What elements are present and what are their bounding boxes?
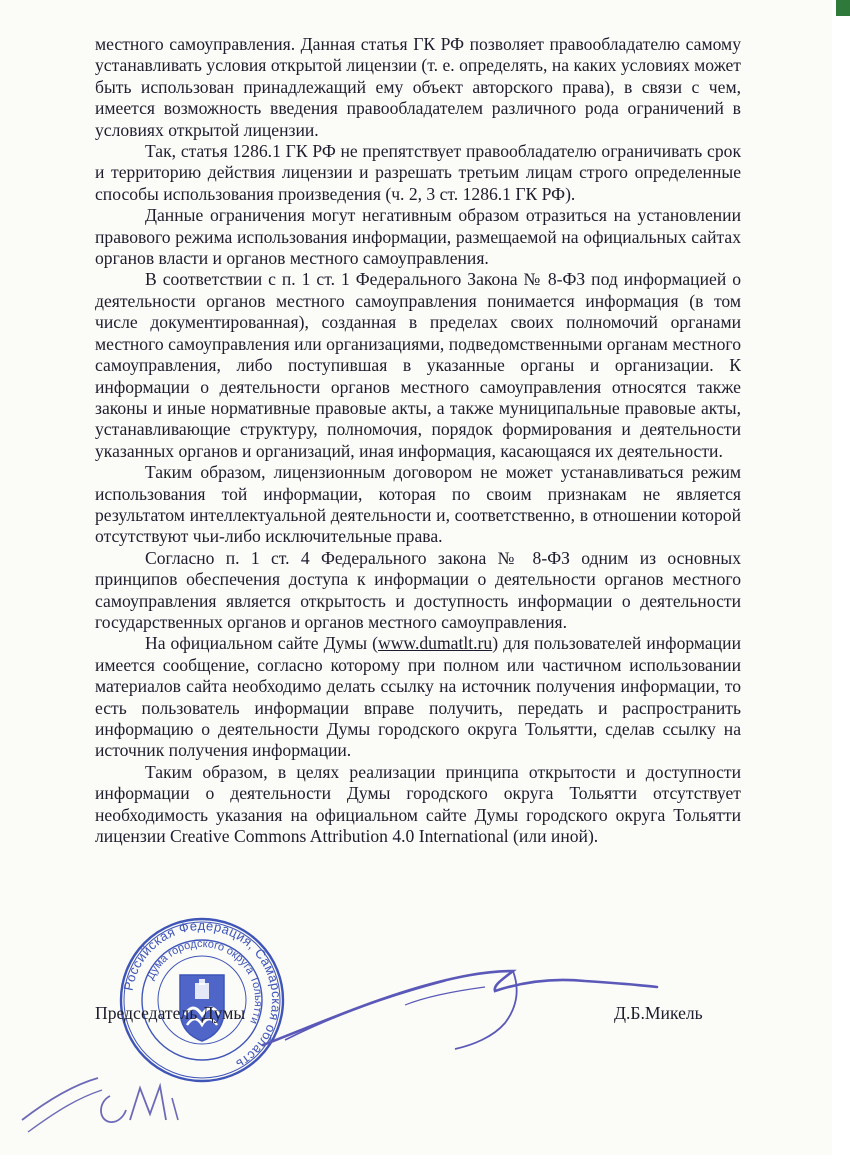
site-link[interactable]: www.dumatlt.ru (378, 633, 493, 654)
paragraph-6: Согласно п. 1 ст. 4 Федерального закона № 8-ФЗ одним из основных принципов обеспечения доступа к информации о деятельности органов местного самоуправления является открытость и доступность информации о деятельности государственных органов и органов местного самоуправления. (95, 547, 741, 632)
signatory-title: Председатель Думы (95, 1003, 246, 1023)
svg-text:Дума городского округа Тольятт: Дума городского округа Тольятти (144, 937, 265, 1026)
handwritten-initials (18, 1050, 208, 1140)
paragraph-3: Данные ограничения могут негативным образом отразиться на установлении правового режима использования информации, размещаемой на официальных сайтах органов власти и органов местного самоуправления. (95, 205, 741, 269)
paragraph-5: Таким образом, лицензионным договором не может устанавливаться режим использования той информации, которая по своим признакам не является результатом интеллектуальной деятельности и, соответственно, в отношении которой отсутствуют чьи-либо исключительные права. (95, 462, 741, 547)
paragraph-1: местного самоуправления. Данная статья ГК РФ позволяет правообладателю самому устанавливать условия открытой лицензии (т. е. определять, на каких условиях может быть использован принадлежащий ему объект авторского права), в связи с чем, имеется возможность введения правообладателем различного рода ограничений в условиях открытой лицензии. (95, 34, 741, 140)
paragraph-7-start: На официальном сайте Думы ( (145, 633, 379, 654)
document-body (95, 34, 741, 847)
paragraph-8: Таким образом, в целях реализации принципа открытости и доступности информации о деятельности Думы городского округа Тольятти отсутствует необходимость указания на официальном сайте Думы городского округа Тольятти лицензии Creative Commons Attribution 4.0 International (или иной). (95, 761, 741, 847)
handwritten-signature (255, 945, 665, 1060)
signatory-name: Д.Б.Микель (614, 1003, 703, 1023)
paragraph-4: В соответствии с п. 1 ст. 1 Федерального Закона № 8-ФЗ под информацией о деятельности органов местного самоуправления понимается информация (в том числе документированная), созданная в пределах своих полномочий органами местного самоуправления или организациями, подведомственными органам местного самоуправления, либо поступившая в указанные органы и организации. К информации о деятельности органов местного самоуправления относятся также законы и иные нормативные правовые акты, а также муниципальные правовые акты, устанавливающие структуру, полномочия, порядок формирования и деятельности указанных органов и организаций, иная информация, касающаяся их деятельности. (95, 269, 741, 461)
scan-edge-strip (836, 0, 850, 1169)
paragraph-7 (95, 633, 741, 761)
paragraph-7-end: ) для пользователей информации имеется сообщение, согласно которому при полном или частичном использовании материалов сайта необходимо делать ссылку на источник получения информации, то есть пользователь информации вправе получить, передать и распространить информацию о деятельности Думы городского округа Тольятти, сделав ссылку на источник получения информации. (95, 633, 741, 761)
svg-text:Российская Федерация, Самарска: Российская Федерация, Самарская область (120, 917, 285, 1073)
paragraph-2: Так, статья 1286.1 ГК РФ не препятствует правообладателю ограничивать срок и территорию действия лицензии и разрешать третьим лицам строго определенные способы использования произведения (ч. 2, 3 ст. 1286.1 ГК РФ). (95, 141, 741, 204)
